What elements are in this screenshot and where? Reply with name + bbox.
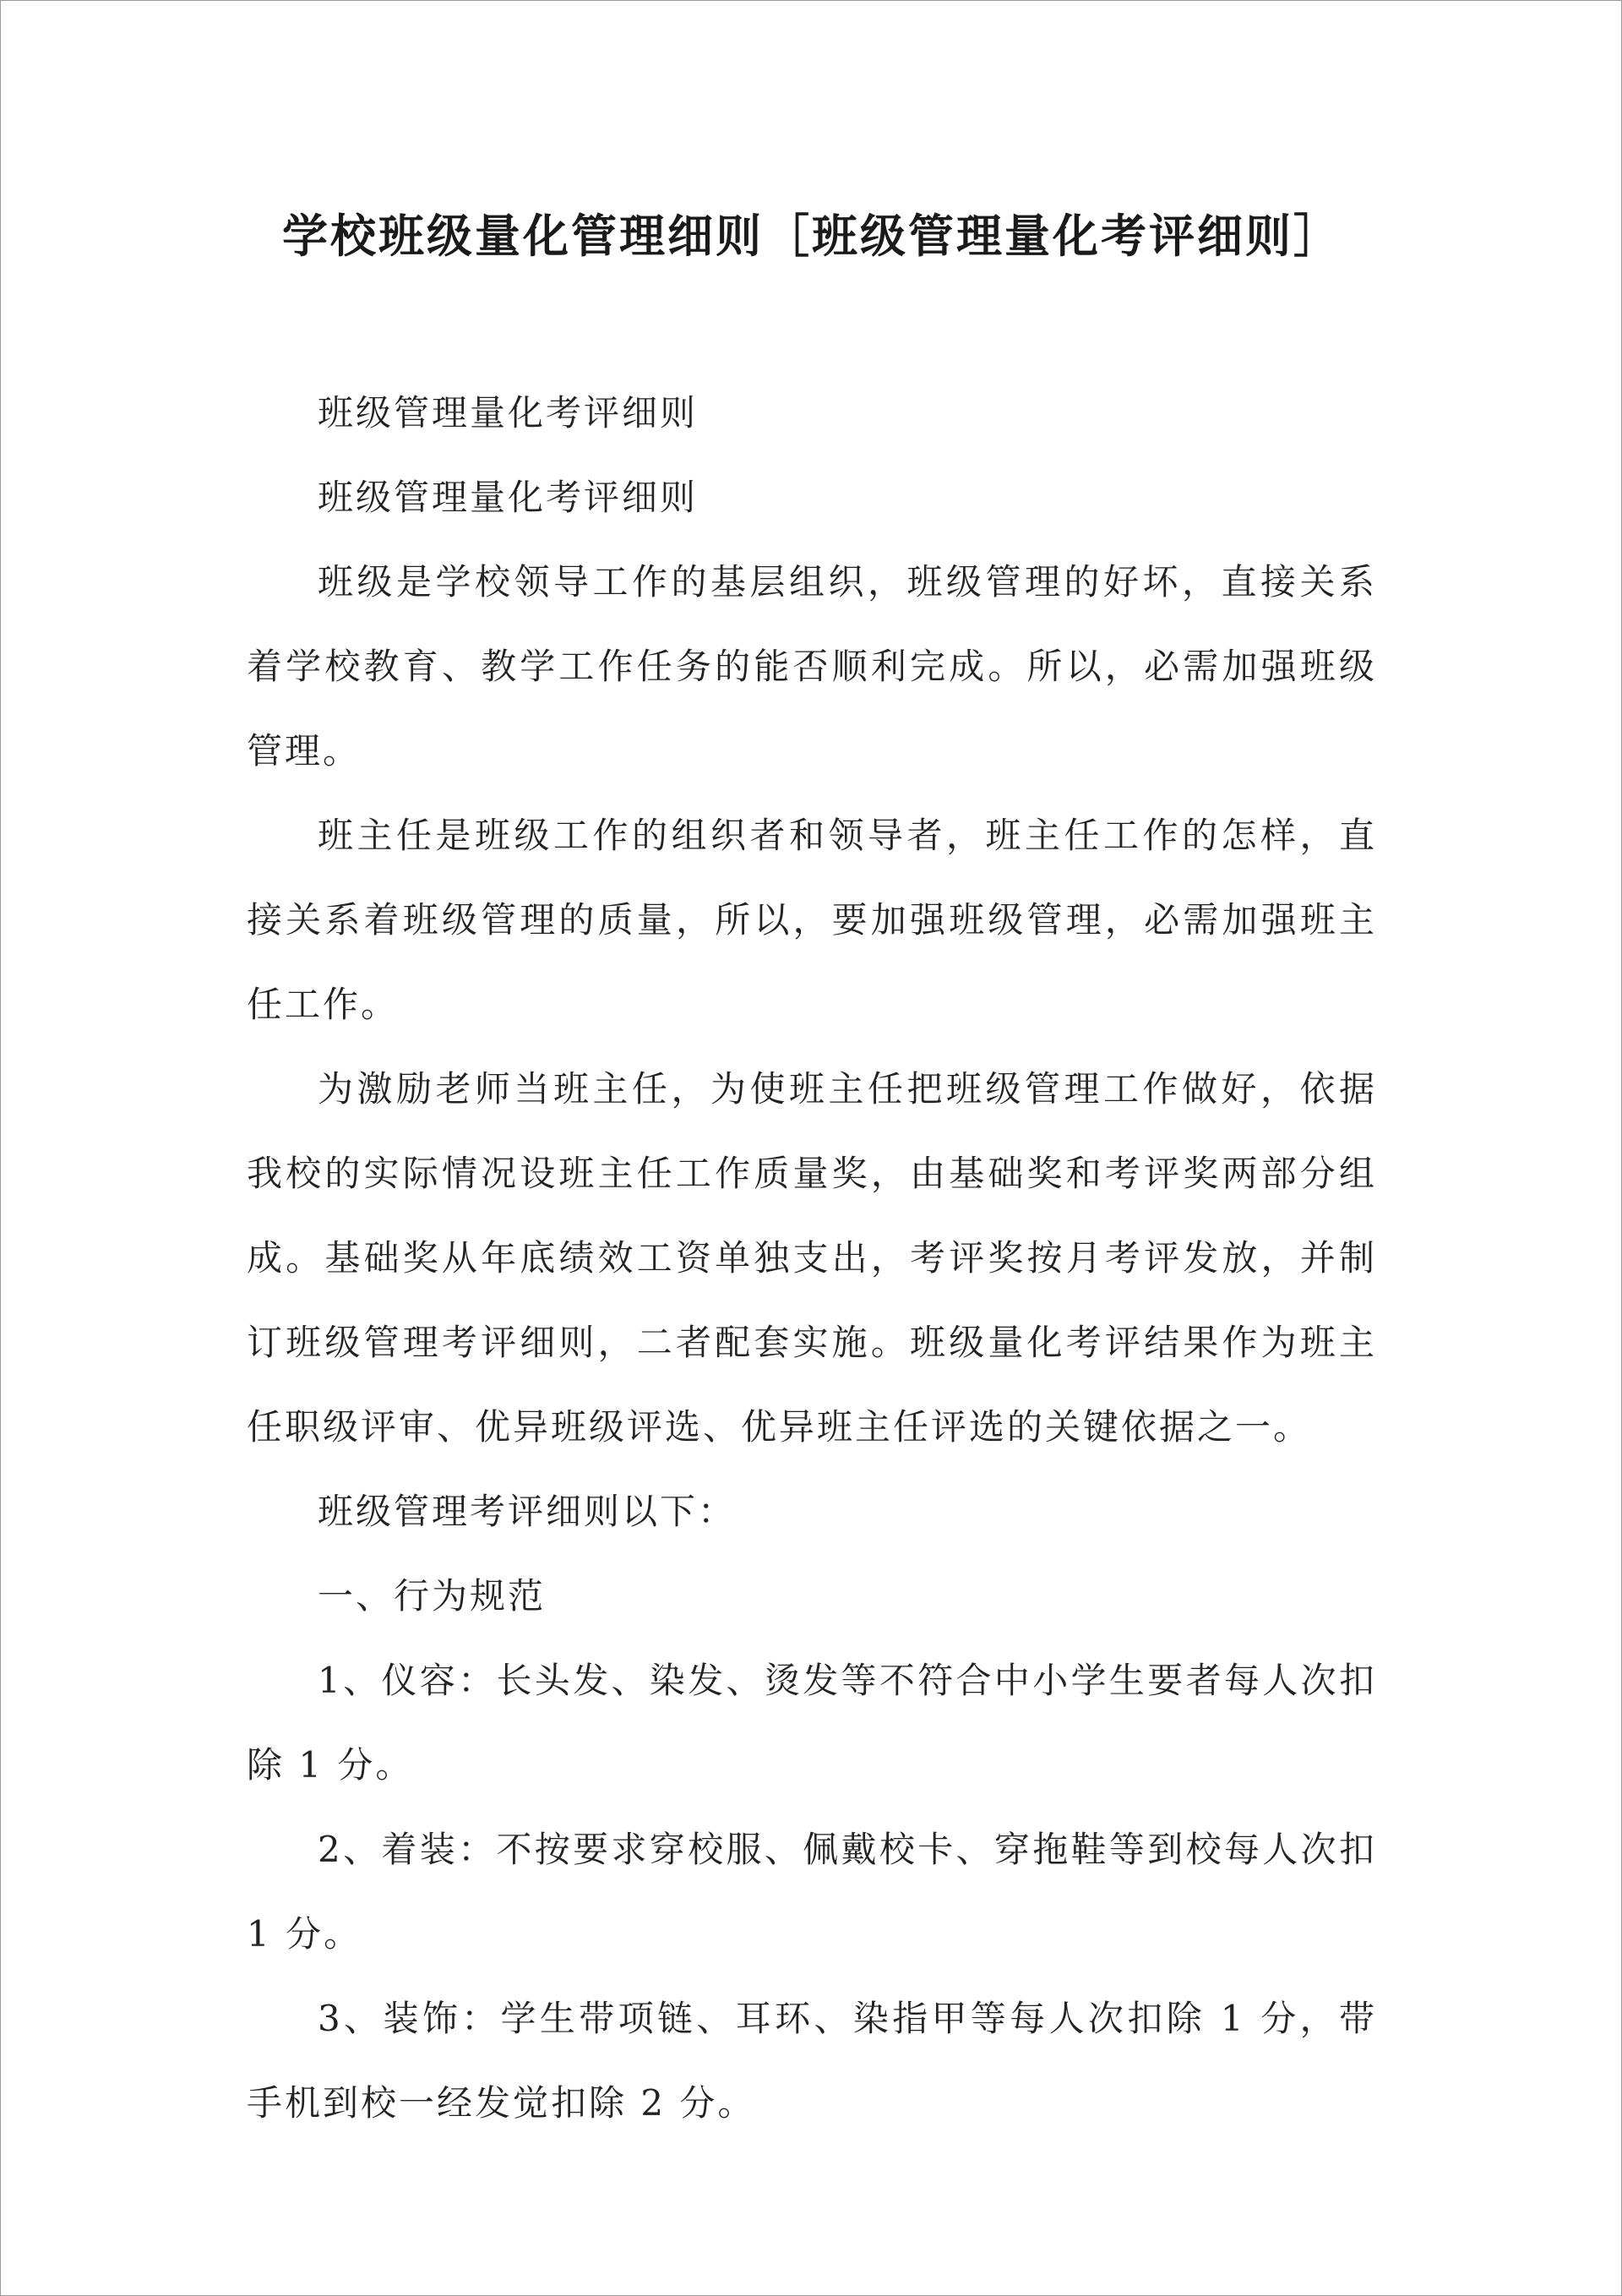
- paragraph: 班级是学校领导工作的基层组织，班级管理的好坏，直接关系着学校教育、教学工作任务的能否顺利完成。所以，必需加强班级管理。: [247, 561, 1377, 772]
- document-title: 学校班级量化管理细则［班级管理量化考评细则］: [282, 209, 1342, 263]
- paragraph: 班级管理量化考评细则: [318, 477, 699, 518]
- section-heading: 一、行为规范: [318, 1575, 547, 1617]
- rule-item: 2、着装：不按要求穿校服、佩戴校卡、穿拖鞋等到校每人次扣 1 分。: [247, 1829, 1377, 1955]
- paragraph: 班主任是班级工作的组织者和领导者，班主任工作的怎样，直接关系着班级管理的质量，所以，要加强班级管理，必需加强班主任工作。: [247, 815, 1377, 1025]
- paragraph: 班级管理量化考评细则: [318, 392, 699, 434]
- paragraph: 为激励老师当班主任，为使班主任把班级管理工作做好，依据我校的实际情况设班主任工作质量奖，由基础奖和考评奖两部分组成。基础奖从年底绩效工资单独支出，考评奖按月考评发放，并制订班级管理考评细则，二者配套实施。班级量化考评结果作为班主任职级评审、优异班级评选、优异班主任评选的关键依据之一。: [247, 1068, 1377, 1448]
- rule-item: 3、装饰：学生带项链、耳环、染指甲等每人次扣除 1 分，带手机到校一经发觉扣除 2 分。: [247, 1998, 1377, 2124]
- document-body: [247, 371, 1377, 2146]
- paragraph: 班级管理考评细则以下：: [318, 1491, 737, 1532]
- rule-item: 1、仪容：长头发、染发、烫发等不符合中小学生要者每人次扣除 1 分。: [247, 1660, 1377, 1786]
